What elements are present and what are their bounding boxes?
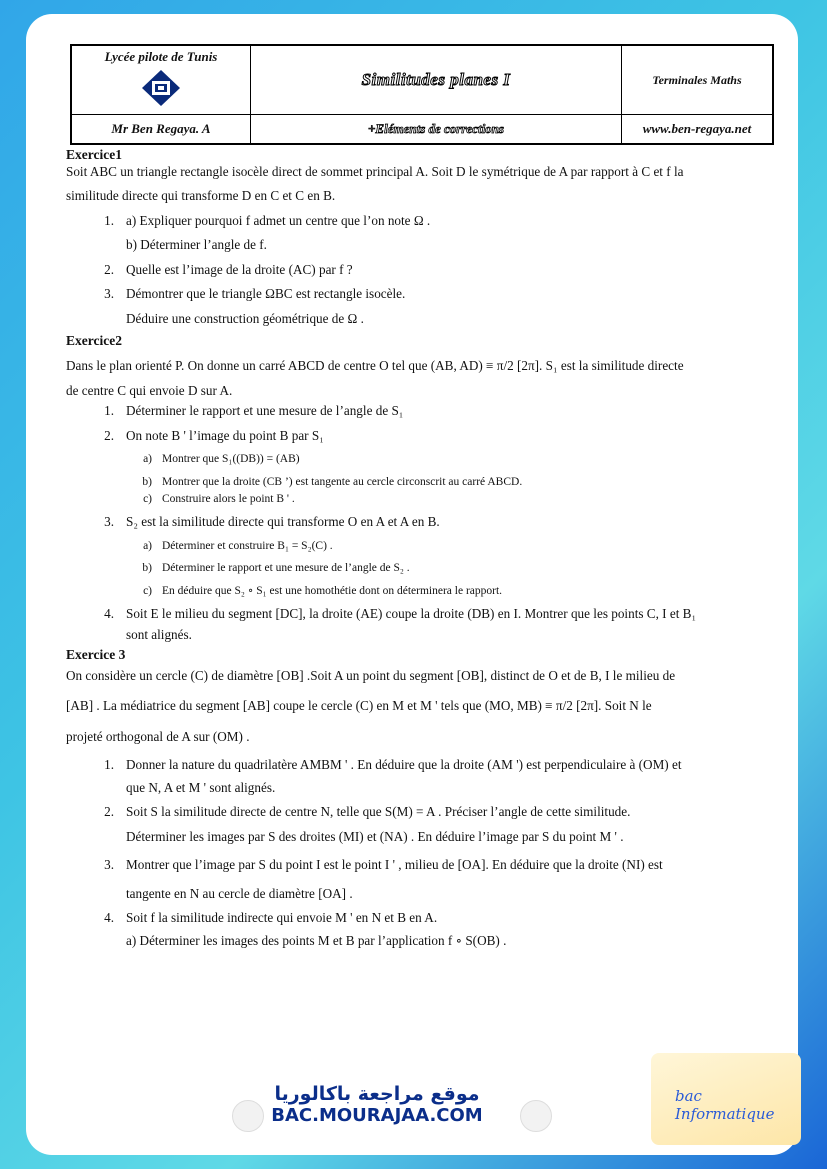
ex2-question-1 <box>66 403 786 420</box>
ex1-question-1 <box>66 213 786 230</box>
question-number: c) <box>143 584 152 597</box>
question-text: a) Déterminer les images des points M et B par l’application f ∘ S(OB) . <box>126 932 507 948</box>
teacher-name: Mr Ben Regaya. A <box>71 115 251 145</box>
spacer <box>66 780 126 797</box>
ex1-intro-line-2: similitude directe qui transforme D en C et C en B. <box>66 188 336 204</box>
site-logo-icon <box>520 1100 552 1132</box>
question-number: 3. <box>104 514 114 530</box>
question-text: Montrer que l’image par S du point I est le point I ' , milieu de [OA]. En déduire que la droite (NI) est <box>126 857 663 873</box>
question-number: b) <box>142 475 152 488</box>
question-text: que N, A et M ' sont alignés. <box>126 779 276 795</box>
question-number: 2. <box>104 261 114 277</box>
ex2-question-4 <box>66 606 786 623</box>
ex2-question-2c <box>66 492 786 506</box>
question-text: Déterminer et construire B₁ = S₂(C) . <box>162 539 333 552</box>
ex3-question-3 <box>66 857 786 874</box>
ex2-question-3b <box>66 561 786 575</box>
class-label: Terminales Maths <box>622 45 774 115</box>
question-number: 3. <box>104 286 114 302</box>
ex2-question-3c <box>66 584 786 598</box>
spacer <box>66 237 126 254</box>
ex3-question-4 <box>66 910 786 927</box>
ex3-question-2b <box>66 829 786 846</box>
question-number: 4. <box>104 606 114 621</box>
ex2-question-2a <box>66 452 786 466</box>
question-text: Déterminer le rapport et une mesure de l’angle de S₁ <box>126 403 404 419</box>
school-name: Lycée pilote de Tunis <box>104 48 218 64</box>
header-table <box>70 44 774 145</box>
ex3-question-1 <box>66 757 786 774</box>
question-text: tangente en N au cercle de diamètre [OA] . <box>126 885 353 901</box>
question-number: a) <box>143 539 152 552</box>
ex2-question-3a <box>66 539 786 553</box>
ex3-question-1b <box>66 780 786 797</box>
question-number: 1. <box>104 403 114 419</box>
bac-informatique-badge <box>651 1053 801 1145</box>
spacer <box>66 829 126 846</box>
school-cell <box>71 45 251 115</box>
question-text: Construire alors le point B ' . <box>162 493 295 505</box>
ex2-question-3 <box>66 514 786 531</box>
question-text: Montrer que la droite (CB ’) est tangente au cercle circonscrit au carré ABCD. <box>162 475 523 488</box>
ex3-question-3b <box>66 886 786 903</box>
question-text: Déduire une construction géométrique de Ω . <box>126 310 364 326</box>
question-text: sont alignés. <box>126 626 192 642</box>
question-text: Déterminer le rapport et une mesure de l’angle de S₂ . <box>162 562 410 575</box>
question-text: Démontrer que le triangle ΩBC est rectangle isocèle. <box>126 286 406 302</box>
question-number: a) <box>143 453 152 466</box>
question-text: Montrer que S₁((DB)) = (AB) <box>162 453 300 466</box>
question-text: Soit f la similitude indirecte qui envoie M ' en N et B en A. <box>126 910 438 926</box>
exercise-3-title: Exercice 3 <box>66 647 126 662</box>
ex3-intro-line-1: On considère un cercle (C) de diamètre [OB] .Soit A un point du segment [OB], distinct de O et de B, I le milieu de <box>66 667 676 683</box>
question-number: 3. <box>104 857 114 873</box>
question-text: Quelle est l’image de la droite (AC) par f ? <box>126 261 353 277</box>
ex2-question-4b <box>66 627 786 644</box>
footer-site-link[interactable]: BAC.MOURAJAA.COM <box>271 1105 483 1126</box>
ex3-question-4b <box>66 933 786 950</box>
exercise-1-title: Exercice1 <box>66 147 122 162</box>
spacer <box>66 933 126 950</box>
ex2-question-2b <box>66 475 786 489</box>
question-number: 2. <box>104 804 114 820</box>
question-text: Soit S la similitude directe de centre N, telle que S(M) = A . Préciser l’angle de cette similitude. <box>126 804 631 820</box>
document-page <box>26 14 798 1155</box>
question-text: Soit E le milieu du segment [DC], la droite (AE) coupe la droite (DB) en I. Montrer que les points C, I et B₁ <box>126 606 697 621</box>
ex1-question-1b <box>66 237 786 254</box>
question-number: 1. <box>104 757 114 773</box>
exercise-2-title: Exercice2 <box>66 333 122 349</box>
ex3-question-2 <box>66 804 786 821</box>
question-text: On note B ' l’image du point B par S₁ <box>126 427 324 443</box>
document-title: Similitudes planes I <box>251 45 622 115</box>
ex3-intro-line-3: projeté orthogonal de A sur (OM) . <box>66 728 250 744</box>
document-subtitle: +Eléments de corrections <box>251 115 622 145</box>
question-text: S₂ est la similitude directe qui transforme O en A et A en B. <box>126 514 440 530</box>
question-number: 4. <box>104 910 114 926</box>
ex1-question-2 <box>66 262 786 279</box>
ex1-question-3b <box>66 311 786 328</box>
ex3-intro-line-2: [AB] . La médiatrice du segment [AB] coupe le cercle (C) en M et M ' tels que (MO, MB) ≡ π/2 [2π]. Soit N le <box>66 698 652 714</box>
question-number: 1. <box>104 212 114 228</box>
question-number: b) <box>142 562 152 575</box>
spacer <box>66 886 126 903</box>
badge-text: bac Informatique <box>675 1087 775 1123</box>
footer-watermark <box>262 1083 492 1126</box>
site-logo-icon <box>232 1100 264 1132</box>
footer-arabic-text: موقع مراجعة باكالوريا <box>274 1083 480 1105</box>
ex2-intro-line-2: de centre C qui envoie D sur A. <box>66 382 233 398</box>
question-text: En déduire que S₂ ∘ S₁ est une homothétie dont on déterminera le rapport. <box>162 584 503 597</box>
document-content <box>66 44 786 949</box>
school-logo-icon <box>133 69 189 107</box>
ex2-intro-line-1: Dans le plan orienté P. On donne un carré ABCD de centre O tel que (AB, AD) ≡ π/2 [2π]. S₁ est la similitude directe <box>66 358 684 374</box>
website-link[interactable]: www.ben-regaya.net <box>622 115 774 145</box>
question-text: a) Expliquer pourquoi f admet un centre que l’on note Ω . <box>126 212 431 228</box>
ex1-intro-line-1: Soit ABC un triangle rectangle isocèle direct de sommet principal A. Soit D le symétrique de A par rapport à C et f la <box>66 163 684 179</box>
question-text: b) Déterminer l’angle de f. <box>126 237 267 253</box>
spacer <box>66 311 126 328</box>
question-text: Déterminer les images par S des droites (MI) et (NA) . En déduire l’image par S du point M ' . <box>126 828 624 844</box>
question-text: Donner la nature du quadrilatère AMBM ' . En déduire que la droite (AM ') est perpendiculaire à (OM) et <box>126 757 682 773</box>
question-number: 2. <box>104 427 114 443</box>
ex2-question-2 <box>66 428 786 445</box>
spacer <box>66 627 126 644</box>
question-number: c) <box>143 493 152 505</box>
ex1-question-3 <box>66 286 786 303</box>
